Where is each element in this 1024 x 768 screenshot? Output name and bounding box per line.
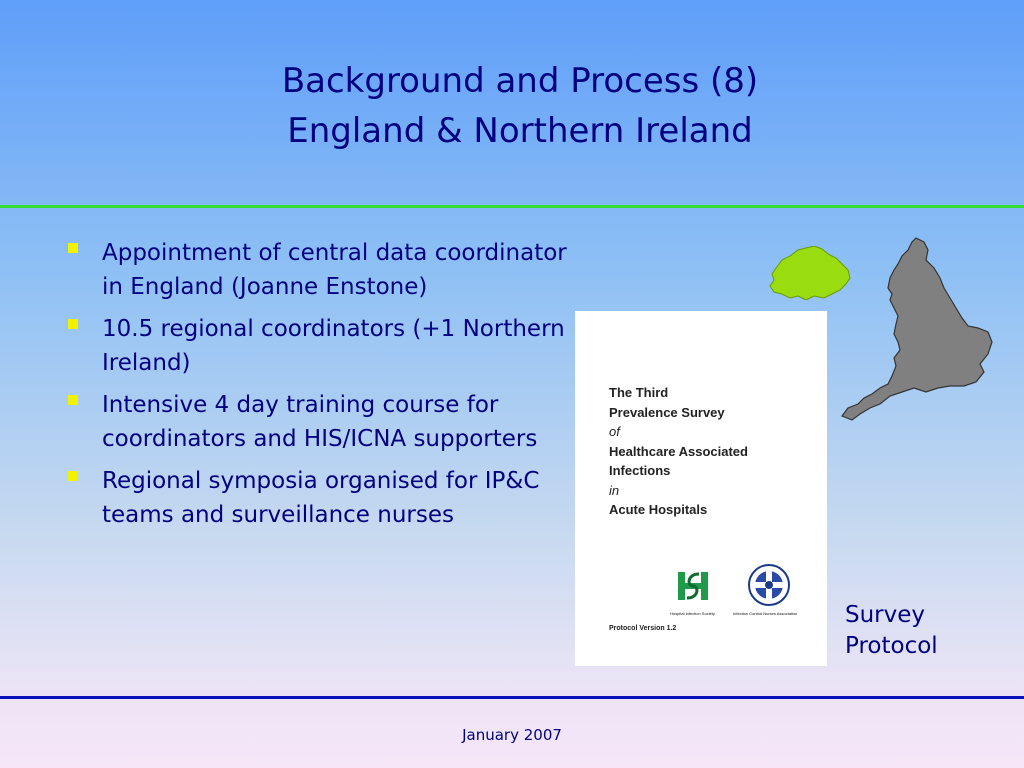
bullet-item [62, 312, 582, 380]
bullet-text: 10.5 regional coordinators (+1 Northern Ireland) [102, 316, 565, 376]
slide-title [0, 56, 1024, 156]
footer-date: January 2007 [462, 726, 562, 744]
bullet-item [62, 388, 582, 456]
bullet-item [62, 236, 582, 304]
bullet-square-icon [68, 395, 78, 405]
cover-line: of [609, 424, 620, 439]
bottom-divider [0, 696, 1024, 699]
top-divider [0, 205, 1024, 208]
bullet-square-icon [68, 471, 78, 481]
cover-line: Healthcare Associated [609, 443, 748, 459]
caption-line-2: Protocol [845, 633, 938, 659]
bullet-text: Regional symposia organised for IP&C teams and surveillance nurses [102, 468, 540, 528]
bullet-square-icon [68, 319, 78, 329]
bullet-item [62, 464, 582, 532]
bullet-square-icon [68, 243, 78, 253]
bullet-text: Intensive 4 day training course for coordinators and HIS/ICNA supporters [102, 392, 538, 452]
cover-line: The Third [609, 385, 669, 400]
title-line-2: England & Northern Ireland [287, 111, 753, 151]
cover-line: Infections [609, 463, 671, 478]
bullet-list [62, 236, 582, 540]
icna-logo-icon [747, 563, 791, 607]
his-logo-icon [673, 566, 713, 606]
cover-line: Acute Hospitals [609, 502, 708, 517]
his-logo-caption: Hospital Infection Society [670, 611, 715, 616]
cover-line: in [609, 482, 620, 498]
survey-protocol-cover [575, 311, 827, 666]
protocol-cover-title [609, 383, 819, 520]
icna-logo-caption: Infection Control Nurses Association [733, 611, 798, 616]
england-map-icon [840, 236, 996, 426]
survey-protocol-caption [845, 600, 938, 662]
caption-line-1: Survey [845, 602, 926, 628]
cover-line: Prevalence Survey [609, 404, 725, 420]
bullet-text: Appointment of central data coordinator in England (Joanne Enstone) [102, 240, 567, 300]
protocol-version: Protocol Version 1.2 [609, 625, 677, 632]
title-line-1: Background and Process (8) [281, 61, 759, 101]
